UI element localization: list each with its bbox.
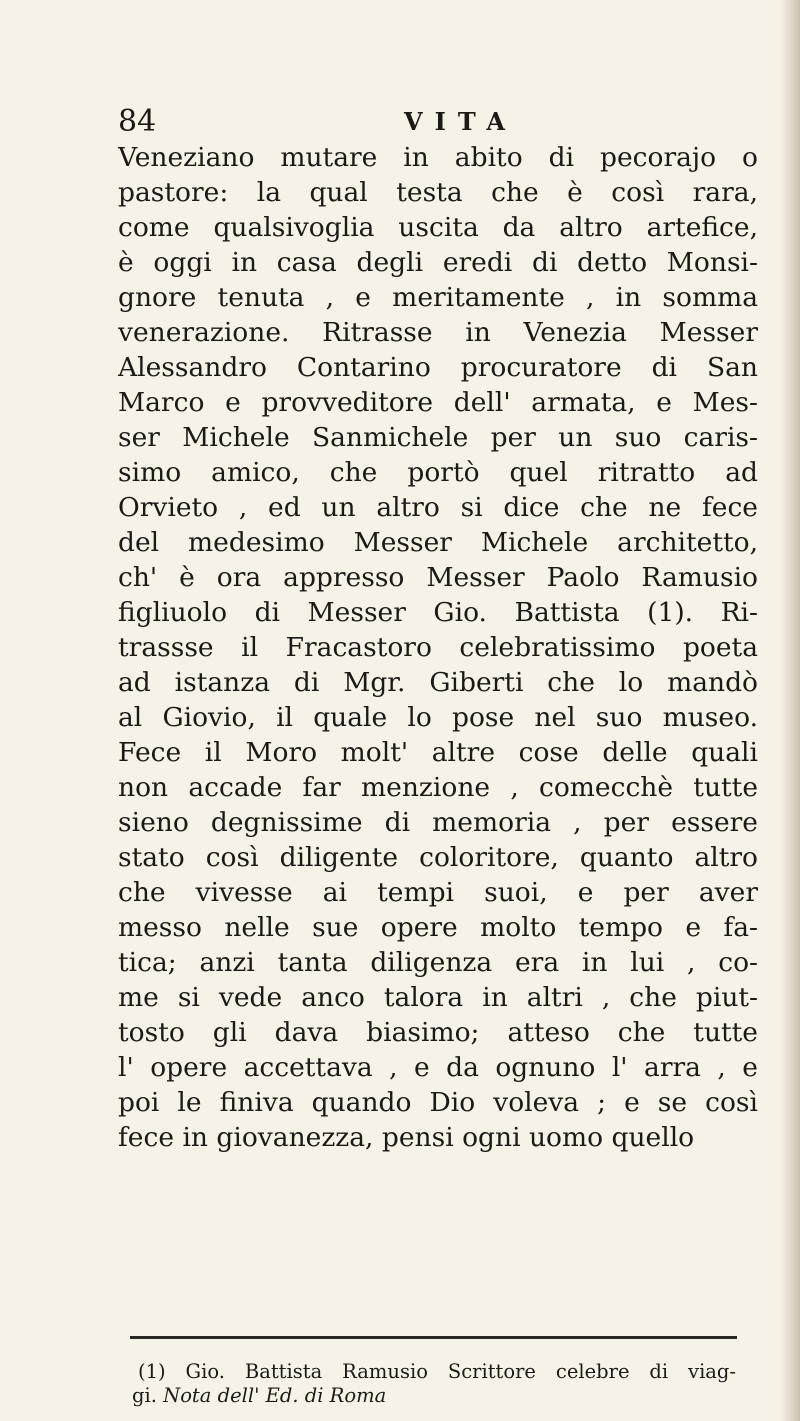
text-line: Marco e provveditore dell' armata, e Mes- <box>118 387 758 418</box>
text-line: del medesimo Messer Michele architetto, <box>118 527 758 558</box>
text-line: tica; anzi tanta diligenza era in lui , co- <box>118 947 758 978</box>
page-number: 84 <box>118 104 157 139</box>
editor-note: Nota dell' Ed. di Roma <box>163 1384 387 1407</box>
footnote-line: (1) Gio. Battista Ramusio Scrittore celebre di viag- <box>138 1360 736 1383</box>
footnote-rule <box>130 1336 737 1339</box>
text-line: è oggi in casa degli eredi di detto Monsi- <box>118 247 758 278</box>
text-line: come qualsivoglia uscita da altro artefice, <box>118 212 758 243</box>
text-line: Fece il Moro molt' altre cose delle quali <box>118 737 758 768</box>
text-line: Veneziano mutare in abito di pecorajo o <box>118 142 758 173</box>
page-edge-shadow <box>780 0 800 1421</box>
text-line: pastore: la qual testa che è così rara, <box>118 177 758 208</box>
footnote-text: gi. <box>132 1384 157 1407</box>
body-text <box>118 140 758 1155</box>
text-line: me si vede anco talora in altri , che piut- <box>118 982 758 1013</box>
text-line: al Giovio, il quale lo pose nel suo museo. <box>118 702 758 733</box>
page-header <box>118 102 758 142</box>
text-line: non accade far menzione , comecchè tutte <box>118 772 758 803</box>
footnote <box>132 1360 736 1408</box>
text-line: fece in giovanezza, pensi ogni uomo quello <box>118 1122 695 1153</box>
text-line: poi le finiva quando Dio voleva ; e se così <box>118 1087 758 1118</box>
text-line: che vivesse ai tempi suoi, e per aver <box>118 877 758 908</box>
text-line: ch' è ora appresso Messer Paolo Ramusio <box>118 562 758 593</box>
text-line: messo nelle sue opere molto tempo e fa- <box>118 912 758 943</box>
running-head: VITA <box>404 107 518 136</box>
text-line: Orvieto , ed un altro si dice che ne fece <box>118 492 758 523</box>
text-line: trassse il Fracastoro celebratissimo poeta <box>118 632 758 663</box>
text-line: tosto gli dava biasimo; atteso che tutte <box>118 1017 758 1048</box>
text-line: l' opere accettava , e da ognuno l' arra , e <box>118 1052 758 1083</box>
text-line: simo amico, che portò quel ritratto ad <box>118 457 758 488</box>
text-line: figliuolo di Messer Gio. Battista (1). Ri- <box>118 597 758 628</box>
text-line: sieno degnissime di memoria , per essere <box>118 807 758 838</box>
text-line: venerazione. Ritrasse in Venezia Messer <box>118 317 758 348</box>
text-line: stato così diligente coloritore, quanto altro <box>118 842 758 873</box>
text-line: Alessandro Contarino procuratore di San <box>118 352 758 383</box>
footnote-line <box>132 1384 736 1408</box>
text-line: gnore tenuta , e meritamente , in somma <box>118 282 758 313</box>
text-line: ad istanza di Mgr. Giberti che lo mandò <box>118 667 758 698</box>
text-line: ser Michele Sanmichele per un suo caris- <box>118 422 758 453</box>
